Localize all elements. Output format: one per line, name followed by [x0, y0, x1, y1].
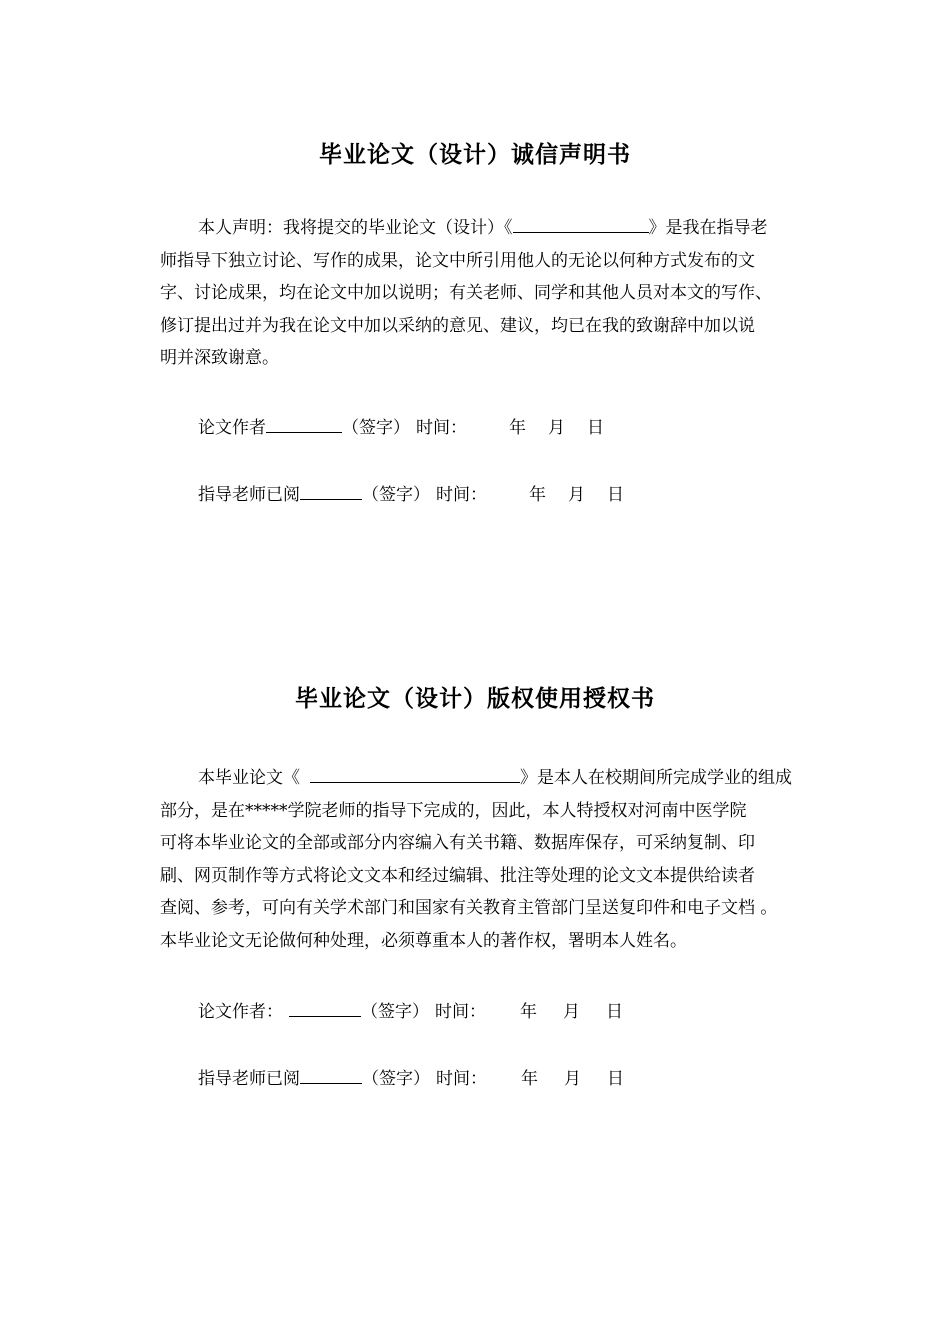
advisor-label: 指导老师已阅 [198, 1069, 300, 1089]
honesty-advisor-signature-row [198, 480, 624, 505]
thesis-title-blank[interactable] [513, 215, 649, 233]
paragraph-line [160, 212, 850, 245]
copyright-title: 毕业论文（设计）版权使用授权书 [295, 686, 655, 712]
copyright-author-signature-row [198, 997, 623, 1022]
paragraph-line: 部分，是在*****学院老师的指导下完成的，因此，本人特授权对河南中医学院 [160, 800, 747, 821]
year-label: 年 [520, 1002, 537, 1022]
sign-label: （签字） [362, 485, 430, 505]
sign-label: （签字） [362, 1069, 430, 1089]
year-label: 年 [509, 418, 526, 438]
line-text: 》是本人在校期间所完成学业的组成 [520, 768, 792, 788]
copyright-advisor-signature-row [198, 1064, 624, 1089]
line-text: 》是我在指导老 [648, 218, 768, 238]
time-label: 时间： [436, 1069, 487, 1089]
advisor-signature-blank[interactable] [300, 1066, 362, 1084]
year-label: 年 [521, 1069, 538, 1089]
day-label: 日 [587, 418, 604, 438]
line-text: 本毕业论文《 [198, 768, 300, 788]
month-label: 月 [563, 1002, 580, 1022]
advisor-label: 指导老师已阅 [198, 485, 300, 505]
month-label: 月 [548, 418, 565, 438]
paragraph-line: 查阅、参考，可向有关学术部门和国家有关教育主管部门呈送复印件和电子文档 。 [160, 898, 778, 918]
time-label: 时间： [435, 1002, 486, 1022]
honesty-paragraph [160, 212, 850, 375]
time-label: 时间： [416, 418, 467, 438]
paragraph-line: 本毕业论文无论做何种处理，必须尊重本人的著作权，署明本人姓名。 [160, 930, 687, 951]
thesis-title-blank[interactable] [310, 765, 520, 783]
month-label: 月 [564, 1069, 581, 1089]
month-label: 月 [568, 485, 585, 505]
author-signature-blank[interactable] [266, 415, 342, 433]
sign-label: （签字） [361, 1002, 429, 1022]
advisor-signature-blank[interactable] [300, 482, 362, 500]
time-label: 时间： [436, 485, 487, 505]
copyright-paragraph [160, 762, 850, 957]
sign-label: （签字） [342, 418, 410, 438]
line-text: 本人声明：我将提交的毕业论文（设计）《 [198, 218, 513, 238]
author-label: 论文作者 [198, 418, 266, 438]
paragraph-line [160, 762, 850, 795]
paragraph-line: 修订提出过并为我在论文中加以采纳的意见、建议，均已在我的致谢辞中加以说 [160, 315, 755, 336]
honesty-title: 毕业论文（设计）诚信声明书 [319, 142, 631, 168]
day-label: 日 [607, 1069, 624, 1089]
honesty-author-signature-row [198, 413, 604, 438]
day-label: 日 [606, 1002, 623, 1022]
author-signature-blank[interactable] [289, 999, 361, 1017]
paragraph-line: 可将本毕业论文的全部或部分内容编入有关书籍、数据库保存，可采纳复制、印 [160, 833, 755, 853]
author-label: 论文作者： [198, 1002, 283, 1022]
paragraph-line: 字、讨论成果，均在论文中加以说明；有关老师、同学和其他人员对本文的写作、 [160, 283, 772, 303]
paragraph-line: 刷、网页制作等方式将论文文本和经过编辑、批注等处理的论文文本提供给读者 [160, 865, 755, 886]
day-label: 日 [607, 485, 624, 505]
paragraph-line: 明并深致谢意。 [160, 348, 279, 368]
year-label: 年 [529, 485, 546, 505]
paragraph-line: 师指导下独立讨论、写作的成果，论文中所引用他人的无论以何种方式发布的文 [160, 250, 755, 271]
